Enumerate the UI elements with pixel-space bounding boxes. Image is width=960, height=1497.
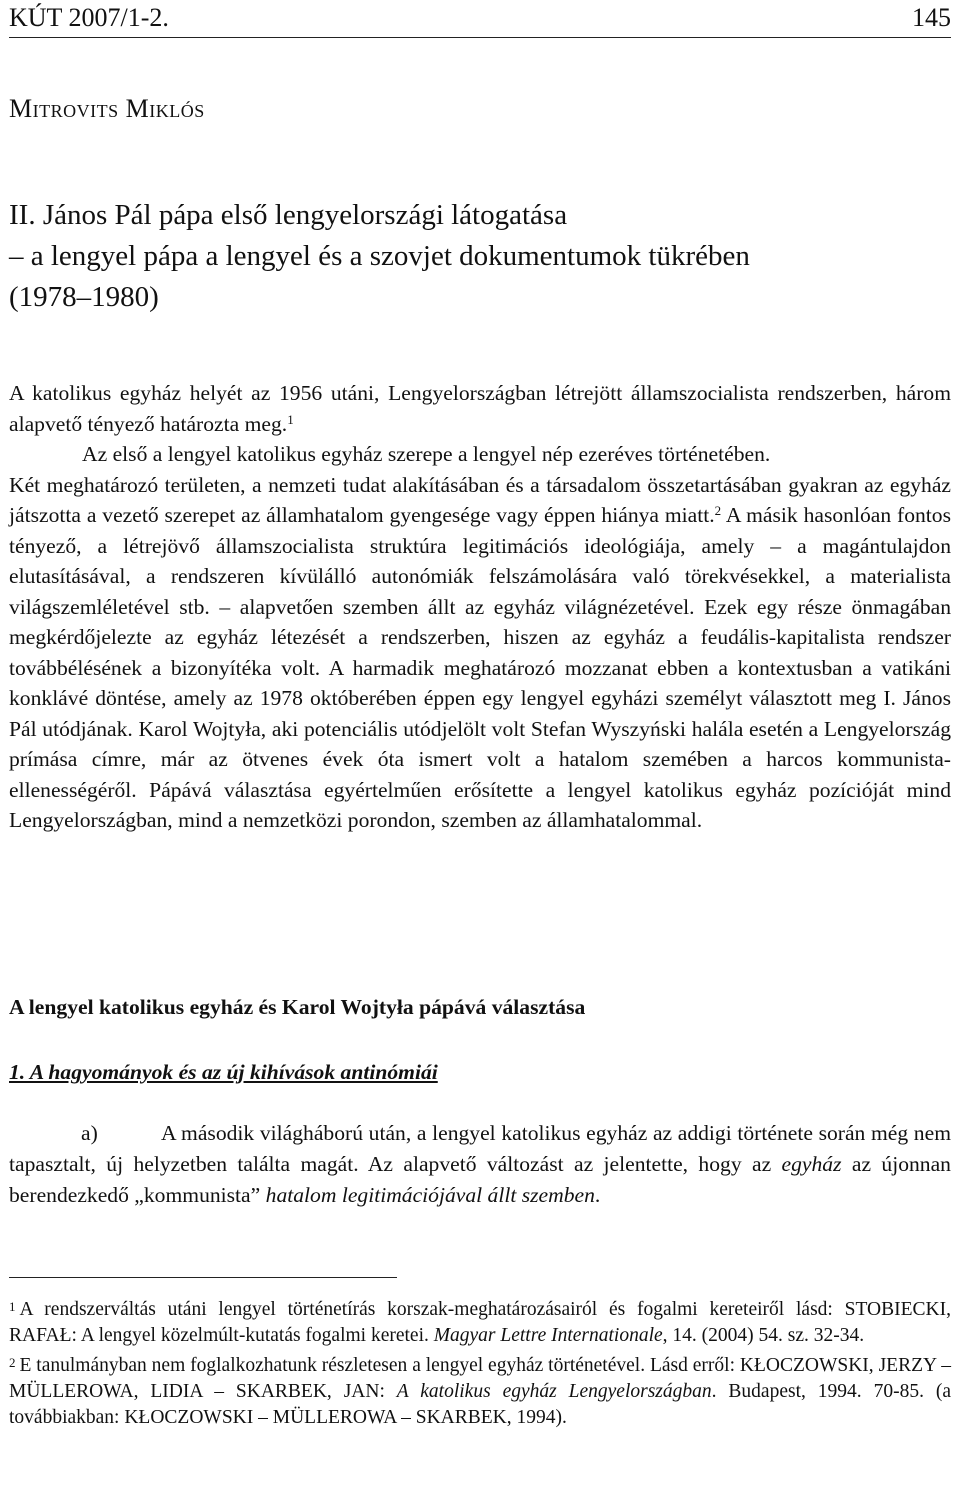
running-header xyxy=(9,0,951,38)
paragraph-a: a) A második világháború után, a lengyel katolikus egyház az addigi története során még nem tapasztalt, új helyzetben találta magát. Az alapvető változást az jelentette, hogy az egyház az újonnan berendezkedő „kommunista” hatalom legitimációjával állt szemben. xyxy=(9,1118,951,1211)
intro-text xyxy=(9,378,951,836)
intro-paragraph-2: Az első a lengyel katolikus egyház szerepe a lengyel nép ezeréves történetében. xyxy=(82,442,771,466)
title-line-2: – a lengyel pápa a lengyel és a szovjet dokumentumok tükrében xyxy=(9,240,750,272)
intro-paragraph-1: A katolikus egyház helyét az 1956 utáni, Lengyelországban létrejött államszocialista rendszerben, három alapvető tényező határozta meg.$^1$ xyxy=(9,381,951,436)
footnote-ref-2[interactable]: 2 xyxy=(714,503,722,518)
footnote-2: $^2$ E tanulmányban nem foglalkozhatunk részletesen a lengyel egyház történetével. Lásd erről: KŁOCZOWSKI, JERZY – MÜLLEROWA, LIDIA – SKARBEK, JAN: A katolikus egyház Lengyelországban. Budapest, 1994. 70-85. (a továbbiakban: KŁOCZOWSKI – MÜLLEROWA – SKARBEK, 1994). xyxy=(9,1355,951,1428)
section-title: A lengyel katolikus egyház és Karol Wojtyła pápává választása xyxy=(9,995,586,1019)
footnote-ref-1[interactable]: 1 xyxy=(287,411,294,427)
subsection-title: 1. A hagyományok és az új kihívások antinómiái xyxy=(9,1060,438,1084)
author-name: Mitrovits Miklós xyxy=(9,94,205,123)
title-line-3: (1978–1980) xyxy=(9,281,159,313)
journal-name: KÚT 2007/1-2. xyxy=(9,3,169,32)
paragraph-marker: a) xyxy=(81,1121,98,1145)
article-title xyxy=(9,195,951,318)
footnote-separator xyxy=(9,1277,397,1278)
intro-paragraph-3: Két meghatározó területen, a nemzeti tudat alakításában és a társadalom összetartásában gyakran az egyház játszotta a vezető szerepet az államhatalom gyengesége vagy éppen hiánya miatt.$^2$ A másik hasonlóan fontos tényező, a létrejövő államszocialista struktúra legitimációs ideológiája, amely – a magántulajdon elutasításával, a rendszeren kívülálló autonómiák felszámolására való törekvésekkel, a materialista világszemléletével stb. – alapvetően szemben állt az egyház világnézetével. Ezek egy része önmagában megkérdőjelezte az egyház létezését a rendszerben, hiszen az egyház a feudális-kapitalista rendszer továbbélésének a bizonyítéka volt. A harmadik meghatározó mozzanat ebben a kontextusban a vatikáni konklávé döntése, amely az 1978 októberében éppen egy lengyel egyházi személyt választott meg I. János Pál utódjának. Karol Wojtyła, aki potenciális utódjelölt volt Stefan Wyszyński halála esetén a Lengyelország prímása címre, már az ötvenes évek óta ismert volt a hatalom szemében a harcos kommunista-ellenességéről. Pápává választása egyértelműen erősítette a lengyel katolikus egyház pozícióját mind Lengyelországban, mind a nemzetközi porondon, szemben az államhatalommal. xyxy=(9,472,951,832)
title-line-1: II. János Pál pápa első lengyelországi látogatása xyxy=(9,199,568,231)
footnote-1: $^1$ A rendszerváltás utáni lengyel történetírás korszak-meghatározásairól és fogalmi kereteiről lásd: STOBIECKI, RAFAŁ: A lengyel közelmúlt-kutatás fogalmi keretei. Magyar Lettre Internationale, 14. (2004) 54. sz. 32-34. xyxy=(9,1299,951,1346)
page-number: 145 xyxy=(912,3,951,32)
footnotes xyxy=(9,1297,951,1435)
